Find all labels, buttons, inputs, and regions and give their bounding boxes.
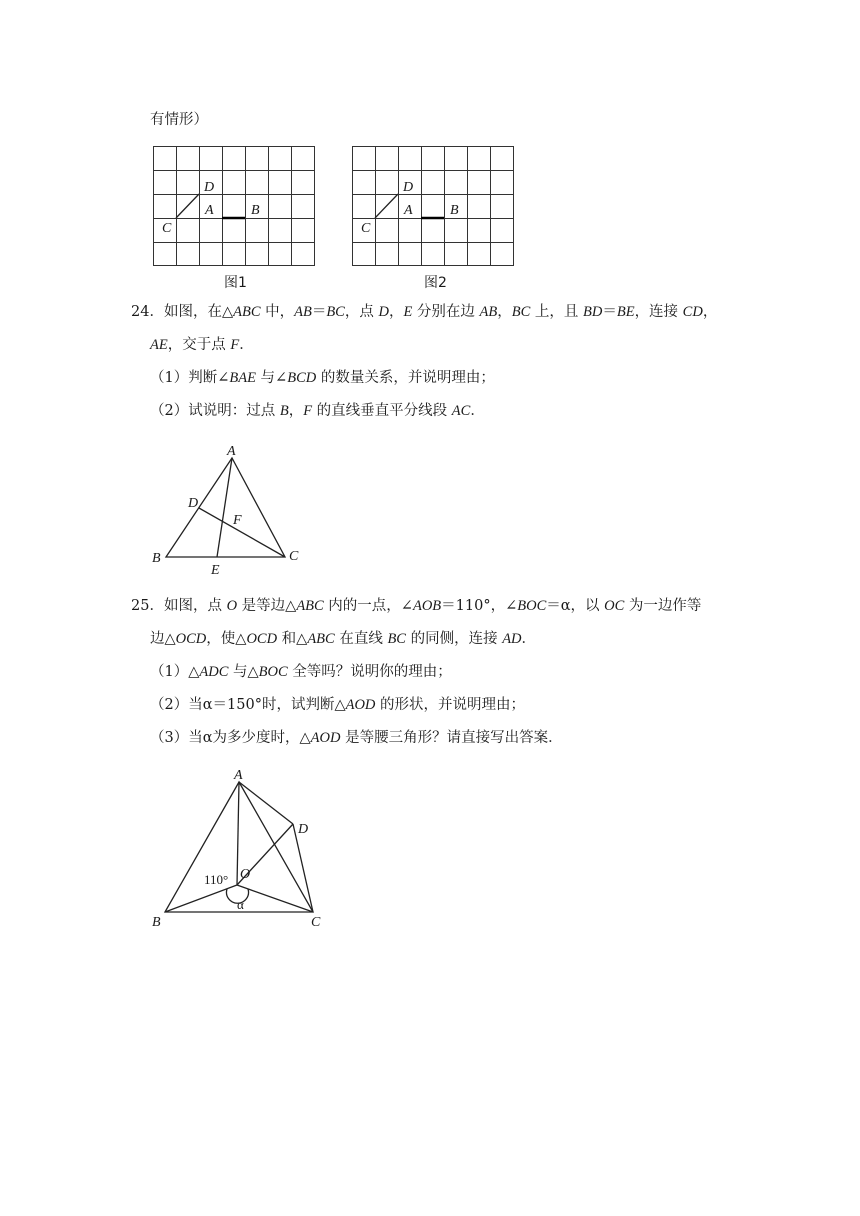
q25-var: OCD [175,631,207,647]
q25-var: BC [387,631,406,647]
q24-text: ，点 [344,304,379,320]
q24-label-d: D [188,496,199,511]
q24-var: B [279,403,289,419]
q25-number: 25． [131,598,164,614]
q24-triangle-figure [150,440,330,580]
q25-text: （3）当α为多少度时，△ [150,730,311,746]
q24-text: ， [497,304,512,320]
q25-var: ADC [199,664,229,680]
q25-text: 是等腰三角形？请直接写出答案． [340,730,563,746]
grid1-label-a: A [205,203,214,218]
q25-text: 全等吗？说明你的理由； [287,664,452,680]
q24-var: BE [616,304,635,320]
q24-var: AC [451,403,471,419]
q24-label-a: A [227,444,236,459]
q24-label-c: C [289,549,299,564]
q24-text: ． [239,337,254,353]
q25-text: ． [521,631,537,647]
q24-stem-line2 [150,335,254,355]
q24-label-f: F [233,513,242,528]
q24-var: BC [511,304,531,320]
q25-label-a: A [234,768,243,783]
q25-var: ABC [307,631,335,647]
grid1-label-b: B [251,203,260,218]
q24-var: ABC [233,304,261,320]
q25-var: OCD [246,631,278,647]
q25-stem-line2 [150,629,536,649]
q25-text: ＝α，以 [546,598,605,614]
q25-var: OC [604,598,625,614]
q24-text: ，交于点 [167,337,231,353]
q24-label-e: E [211,563,220,578]
q24-text: ， [288,403,304,419]
q25-var: BOC [258,664,288,680]
q25-text: 的同侧，连接 [405,631,503,647]
q25-label-b: B [152,915,161,930]
q24-text: 与∠ [255,370,288,386]
q25-sub3 [150,728,563,748]
q25-sub1 [150,662,452,682]
q24-text: 的直线垂直平分线段 [312,403,452,419]
q24-var: AB [294,304,312,320]
grid-figure-1 [153,146,315,268]
q25-sub2 [150,695,525,715]
q24-var: AE [150,337,168,353]
q25-text: 内的一点，∠ [323,598,413,614]
q24-text: ， [702,304,718,320]
q24-text: 上，且 [530,304,583,320]
grid1-label-c: C [162,221,172,236]
q24-stem [131,302,717,322]
grid1-label-d: D [204,180,215,195]
q24-label-b: B [152,551,161,566]
q24-var: BC [326,304,345,320]
q24-sub2 [150,401,485,421]
q24-text: ， [388,304,404,320]
q25-label-o: O [240,867,251,882]
q25-var: AOD [310,730,341,746]
q24-text: 分别在边 [412,304,480,320]
q25-angle-110-label: 110° [204,872,229,887]
q25-text: 如图，点 [163,598,227,614]
q25-var: AOB [412,598,442,614]
q24-text: 的数量关系，并说明理由； [316,370,495,386]
q24-text: ＝ [311,304,327,320]
q25-text: 是等边△ [237,598,297,614]
q25-var: ABC [296,598,324,614]
grid-figure-1-caption: 图1 [224,275,247,291]
q24-var: F [303,403,313,419]
intro-tail-text: 有情形） [150,112,208,128]
q25-alpha-label: α [237,897,244,912]
q24-var: CD [682,304,703,320]
q25-stem [131,596,701,616]
q24-var: BAE [229,370,256,386]
q24-text: ＝ [602,304,617,320]
q25-var: AD [502,631,522,647]
q25-text: （1）△ [150,664,200,680]
q24-var: BD [583,304,603,320]
q25-text: 与△ [228,664,259,680]
q25-text: （2）当α＝150°时，试判断△ [150,697,346,713]
q24-sub1 [150,368,495,388]
q24-var: AB [479,304,498,320]
q25-var: O [226,598,238,614]
q24-var: BCD [287,370,317,386]
grid2-label-b: B [450,203,459,218]
q24-var: D [378,304,389,320]
q24-text: （2）试说明：过点 [150,403,280,419]
q25-text: 在直线 [334,631,388,647]
q24-text: 中， [260,304,295,320]
grid2-label-c: C [361,221,371,236]
q25-label-c: C [311,915,321,930]
q25-label-d: D [298,822,309,837]
grid-figure-2-caption: 图2 [424,275,447,291]
q24-text: 如图，在△ [163,304,234,320]
q25-text: 边△ [150,631,176,647]
q25-var: BOC [517,598,547,614]
q24-var: F [230,337,240,353]
q25-text: 和△ [277,631,308,647]
q25-text: ，使△ [206,631,247,647]
grid-figure-2 [352,146,514,268]
grid2-label-a: A [404,203,413,218]
q25-var: AOD [345,697,376,713]
q25-text: 为一边作等 [624,598,702,614]
q24-var: E [403,304,413,320]
q25-text: ＝110°，∠ [441,598,518,614]
q25-text: 的形状，并说明理由； [375,697,526,713]
q25-triangle-figure [150,762,350,932]
q24-number: 24． [131,304,164,320]
q24-text: ，连接 [634,304,683,320]
q24-text: ． [470,403,485,419]
q24-text: （1）判断∠ [150,370,230,386]
grid2-label-d: D [403,180,414,195]
